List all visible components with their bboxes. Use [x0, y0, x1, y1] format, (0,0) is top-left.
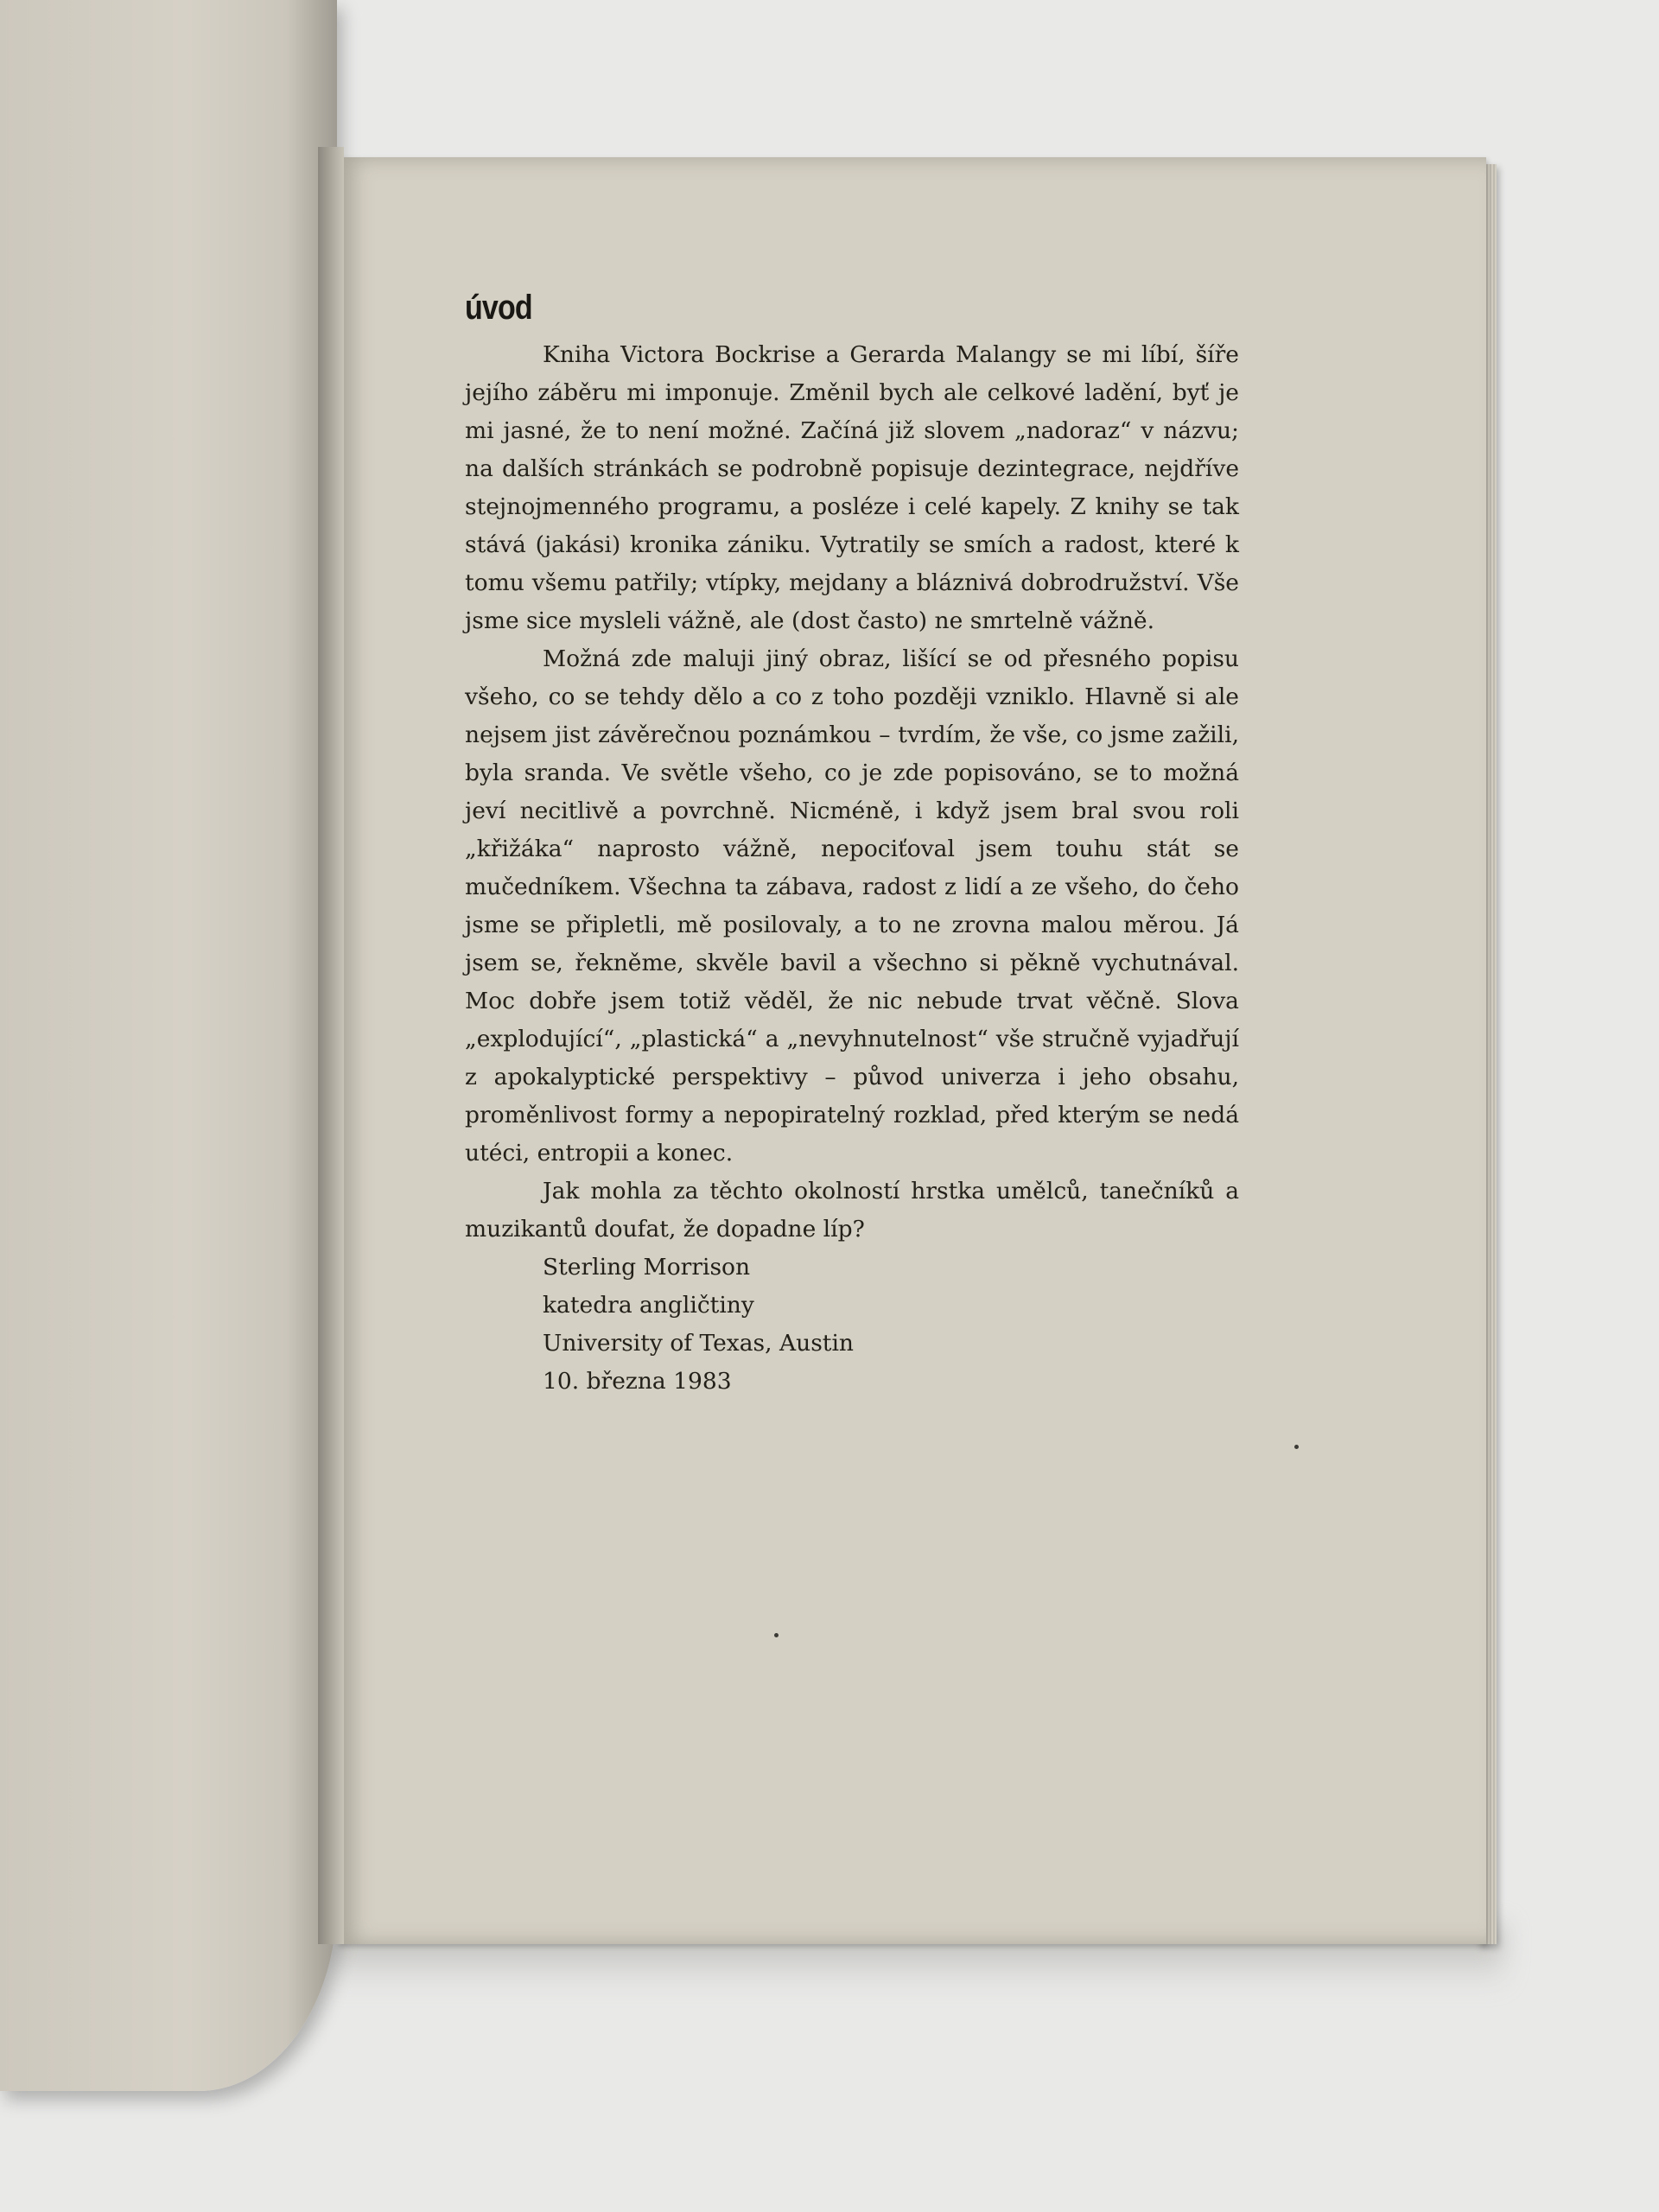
book-gutter: [318, 147, 344, 1944]
left-page: [0, 0, 337, 2091]
chapter-heading: úvod: [465, 289, 532, 327]
paragraph-2: Možná zde maluji jiný obraz, lišící se od přesného popisu všeho, co se tehdy dělo a co z toho později vzniklo. Hlavně si ale nejsem jist závěrečnou poznámkou – tvrdím, že vše, co jsme zažili, byla sranda. Ve světle všeho, co je zde popisováno, se to možná jeví necitlivě a povrchně. Nicméně, i když jsem bral svou roli „křižáka“ naprosto vážně, nepociťoval jsem touhu stát se mučedníkem. Všechna ta zábava, radost z lidí a ze všeho, do čeho jsme se připletli, mě posilovaly, a to ne zrovna malou měrou. Já jsem se, řekněme, skvěle bavil a všechno si pěkně vychutnával. Moc dobře jsem totiž věděl, že nic nebude trvat věčně. Slova „explodující“, „plastická“ a „nevyhnutelnost“ vše stručně vyjadřují z apokalyptické perspektivy – původ univerza i jeho obsahu, proměnlivost formy a nepopiratelný rozklad, před kterým se nedá utéci, entropii a konec.: [465, 645, 1239, 1166]
signature-name: Sterling Morrison: [543, 1254, 751, 1281]
paragraph-1: Kniha Victora Bockrise a Gerarda Malangy se mi líbí, šíře jejího záběru mi imponuje. Změnil bych ale celkové ladění, byť je mi jasné, že to není možné. Začíná již slovem „nadoraz“ v názvu; na dalších stránkách se podrobně popisuje dezintegrace, nejdříve stejnojmenného programu, a posléze i celé kapely. Z knihy se tak stává (jakási) kronika zániku. Vytratily se smích a radost, které k tomu všemu patřily; vtípky, mejdany a bláznivá dobrodružství. Vše jsme sice mysleli vážně, ale (dost často) ne smrtelně vážně.: [465, 341, 1239, 634]
right-page: [337, 157, 1486, 1944]
paragraph-3: Jak mohla za těchto okolností hrstka umělců, tanečníků a muzikantů doufat, že dopadne líp?: [465, 1178, 1239, 1243]
page-text: [465, 289, 1239, 1401]
signature-university: University of Texas, Austin: [543, 1330, 854, 1357]
signature-department: katedra angličtiny: [543, 1292, 754, 1319]
signature-date: 10. března 1983: [543, 1368, 732, 1395]
paper-speck: [1294, 1445, 1299, 1449]
signature-block: [465, 1249, 1239, 1401]
paper-speck: [774, 1633, 779, 1637]
